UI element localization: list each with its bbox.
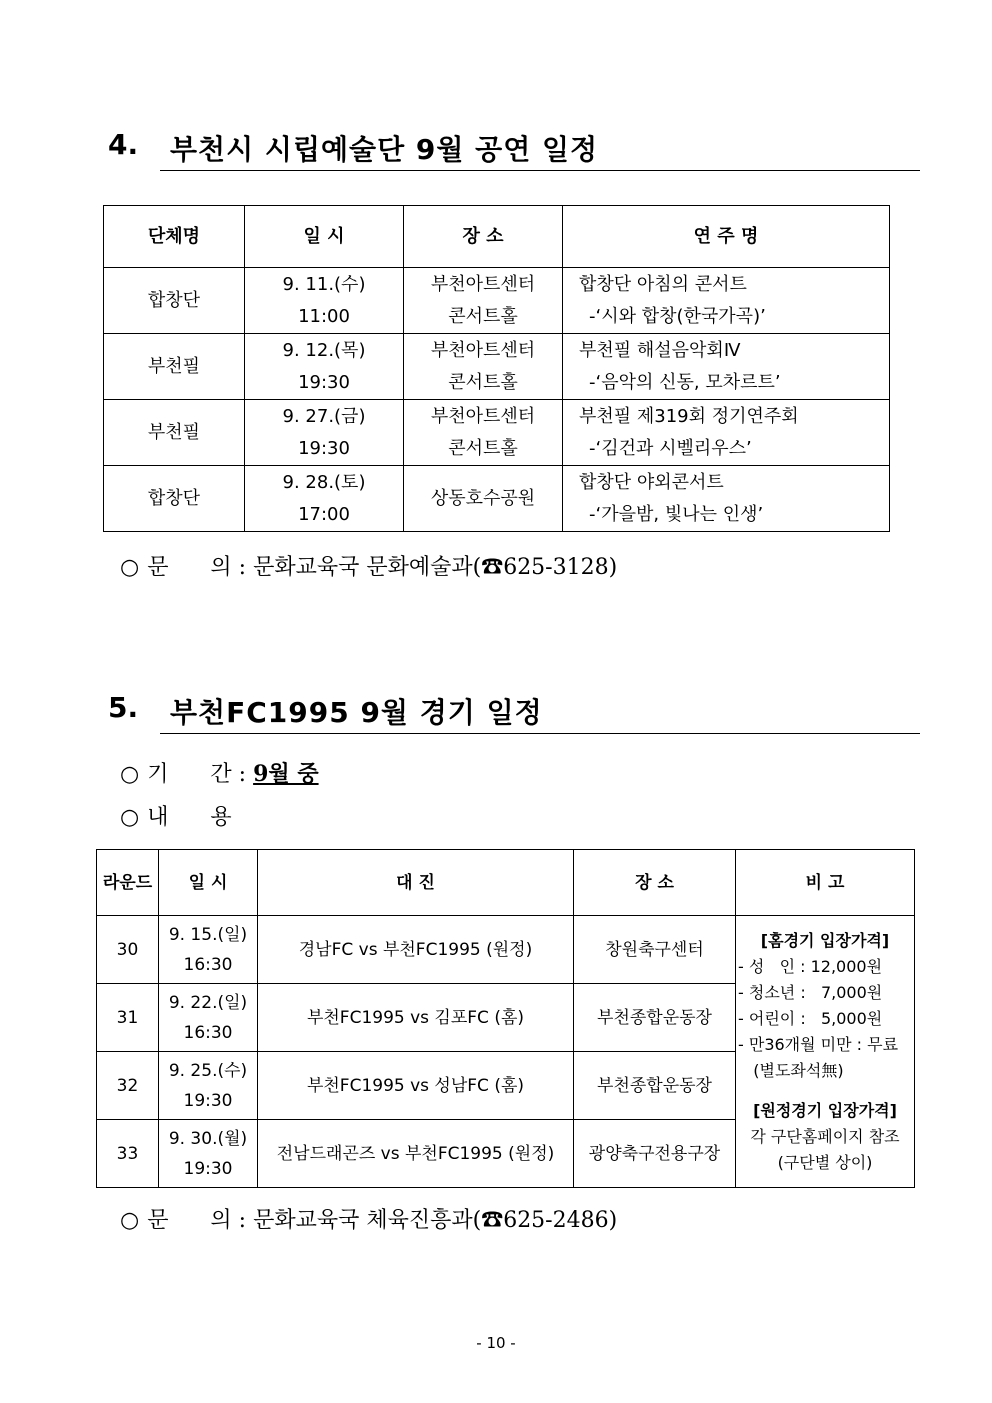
venue-hall-text: 콘서트홀 — [448, 371, 518, 393]
group-cell: 합창단 — [104, 466, 245, 532]
round-cell: 33 — [97, 1120, 159, 1188]
program-title: 부천필 제319회 정기연주회 — [579, 405, 799, 427]
group-cell: 부천필 — [104, 334, 245, 400]
inquiry-value: 문화교육국 문화예술과(☎625-3128) — [253, 555, 618, 580]
venue-cell: 창원축구센터 — [574, 916, 736, 984]
table-header-row — [104, 206, 890, 268]
table-row — [104, 466, 890, 532]
section5-inquiry — [120, 1203, 617, 1234]
inquiry-label: 문 의 — [147, 1208, 232, 1233]
section4-underline — [160, 170, 920, 171]
circle-bullet-icon: ○ — [120, 805, 140, 830]
datetime-cell — [245, 268, 404, 334]
program-subtitle: -‘시와 합창(한국가곡)’ — [589, 305, 766, 327]
table-row — [104, 268, 890, 334]
inquiry-separator: : — [238, 555, 247, 580]
datetime-cell — [245, 466, 404, 532]
group-cell: 부천필 — [104, 400, 245, 466]
program-subtitle: -‘가을밤, 빛나는 인생’ — [589, 503, 764, 525]
section5-number: 5. — [108, 691, 139, 724]
price-infant: - 만36개월 미만 : 무료 — [738, 1034, 899, 1054]
venue-text: 부천아트센터 — [430, 339, 536, 361]
datetime-cell — [245, 334, 404, 400]
away-price-note: (구단별 상이) — [777, 1152, 873, 1172]
time-text: 16:30 — [183, 954, 233, 975]
time-text: 16:30 — [183, 1022, 233, 1043]
datetime-cell — [159, 916, 258, 984]
away-price-heading: [원정경기 입장가격] — [753, 1100, 897, 1120]
section5-content — [120, 800, 232, 831]
datetime-cell — [159, 1052, 258, 1120]
section5-underline — [160, 733, 920, 734]
program-title: 합창단 아침의 콘서트 — [579, 273, 747, 295]
program-cell — [563, 400, 890, 466]
program-cell — [563, 334, 890, 400]
performance-schedule-table — [103, 205, 890, 532]
circle-bullet-icon: ○ — [120, 555, 140, 580]
date-text: 9. 27.(금) — [282, 405, 366, 427]
time-text: 17:00 — [298, 503, 350, 525]
venue-cell: 부천종합운동장 — [574, 984, 736, 1052]
page-number: - 10 - — [476, 1334, 516, 1352]
date-text: 9. 11.(수) — [282, 273, 366, 295]
venue-cell — [404, 268, 563, 334]
header-datetime: 일 시 — [159, 850, 258, 916]
venue-hall-text: 콘서트홀 — [448, 305, 518, 327]
section5-heading — [108, 691, 920, 735]
datetime-cell — [245, 400, 404, 466]
venue-cell — [404, 400, 563, 466]
date-text: 9. 30.(월) — [168, 1128, 248, 1149]
price-infant-note: (별도좌석無) — [738, 1060, 844, 1080]
date-text: 9. 28.(토) — [282, 471, 366, 493]
venue-cell — [404, 334, 563, 400]
time-text: 19:30 — [183, 1090, 233, 1111]
period-separator: : — [238, 762, 247, 787]
venue-cell: 광양축구전용구장 — [574, 1120, 736, 1188]
away-price-text: 각 구단홈페이지 참조 — [750, 1126, 900, 1146]
inquiry-label: 문 의 — [147, 555, 232, 580]
header-datetime: 일 시 — [245, 206, 404, 268]
program-subtitle: -‘음악의 신동, 모차르트’ — [589, 371, 781, 393]
header-group: 단체명 — [104, 206, 245, 268]
program-subtitle: -‘김건과 시벨리우스’ — [589, 437, 752, 459]
section5-title: 부천FC1995 9월 경기 일정 — [170, 696, 543, 729]
round-cell: 30 — [97, 916, 159, 984]
time-text: 19:30 — [298, 371, 350, 393]
section4-number: 4. — [108, 128, 139, 161]
price-youth: - 청소년 : 7,000원 — [738, 982, 883, 1002]
date-text: 9. 15.(일) — [168, 924, 248, 945]
period-label: 기 간 — [147, 762, 232, 787]
program-title: 합창단 야외콘서트 — [579, 471, 724, 493]
header-match: 대 진 — [258, 850, 574, 916]
section4-inquiry — [120, 550, 617, 581]
venue-hall-text: 콘서트홀 — [448, 437, 518, 459]
program-cell — [563, 466, 890, 532]
match-schedule-table — [96, 849, 915, 1188]
group-cell: 합창단 — [104, 268, 245, 334]
price-adult: - 성 인 : 12,000원 — [738, 956, 883, 976]
inquiry-separator: : — [238, 1208, 247, 1233]
match-cell: 경남FC vs 부천FC1995 (원정) — [258, 916, 574, 984]
venue-cell: 상동호수공원 — [404, 466, 563, 532]
time-text: 19:30 — [183, 1158, 233, 1179]
content-label: 내 용 — [147, 805, 232, 830]
ticket-note-cell — [736, 916, 915, 1188]
circle-bullet-icon: ○ — [120, 762, 140, 787]
date-text: 9. 22.(일) — [168, 992, 248, 1013]
header-venue: 장 소 — [574, 850, 736, 916]
header-note: 비 고 — [736, 850, 915, 916]
period-value: 9월 중 — [253, 761, 319, 787]
section4-title: 부천시 시립예술단 9월 공연 일정 — [170, 133, 599, 166]
match-cell: 부천FC1995 vs 성남FC (홈) — [258, 1052, 574, 1120]
venue-cell: 부천종합운동장 — [574, 1052, 736, 1120]
datetime-cell — [159, 984, 258, 1052]
table-row — [104, 400, 890, 466]
program-cell — [563, 268, 890, 334]
section4-heading — [108, 128, 920, 172]
round-cell: 31 — [97, 984, 159, 1052]
header-program: 연 주 명 — [563, 206, 890, 268]
price-child: - 어린이 : 5,000원 — [738, 1008, 883, 1028]
datetime-cell — [159, 1120, 258, 1188]
venue-text: 부천아트센터 — [430, 405, 536, 427]
header-venue: 장 소 — [404, 206, 563, 268]
table-header-row — [97, 850, 915, 916]
section5-period — [120, 757, 319, 788]
date-text: 9. 25.(수) — [168, 1060, 248, 1081]
table-row — [97, 916, 915, 984]
circle-bullet-icon: ○ — [120, 1208, 140, 1233]
header-round: 라운드 — [97, 850, 159, 916]
home-price-heading: [홈경기 입장가격] — [760, 930, 890, 950]
time-text: 11:00 — [298, 305, 350, 327]
match-cell: 부천FC1995 vs 김포FC (홈) — [258, 984, 574, 1052]
venue-text: 부천아트센터 — [430, 273, 536, 295]
table-row — [104, 334, 890, 400]
round-cell: 32 — [97, 1052, 159, 1120]
time-text: 19:30 — [298, 437, 350, 459]
date-text: 9. 12.(목) — [282, 339, 366, 361]
match-cell: 전남드래곤즈 vs 부천FC1995 (원정) — [258, 1120, 574, 1188]
program-title: 부천필 해설음악회Ⅳ — [579, 339, 741, 361]
inquiry-value: 문화교육국 체육진흥과(☎625-2486) — [253, 1208, 618, 1233]
